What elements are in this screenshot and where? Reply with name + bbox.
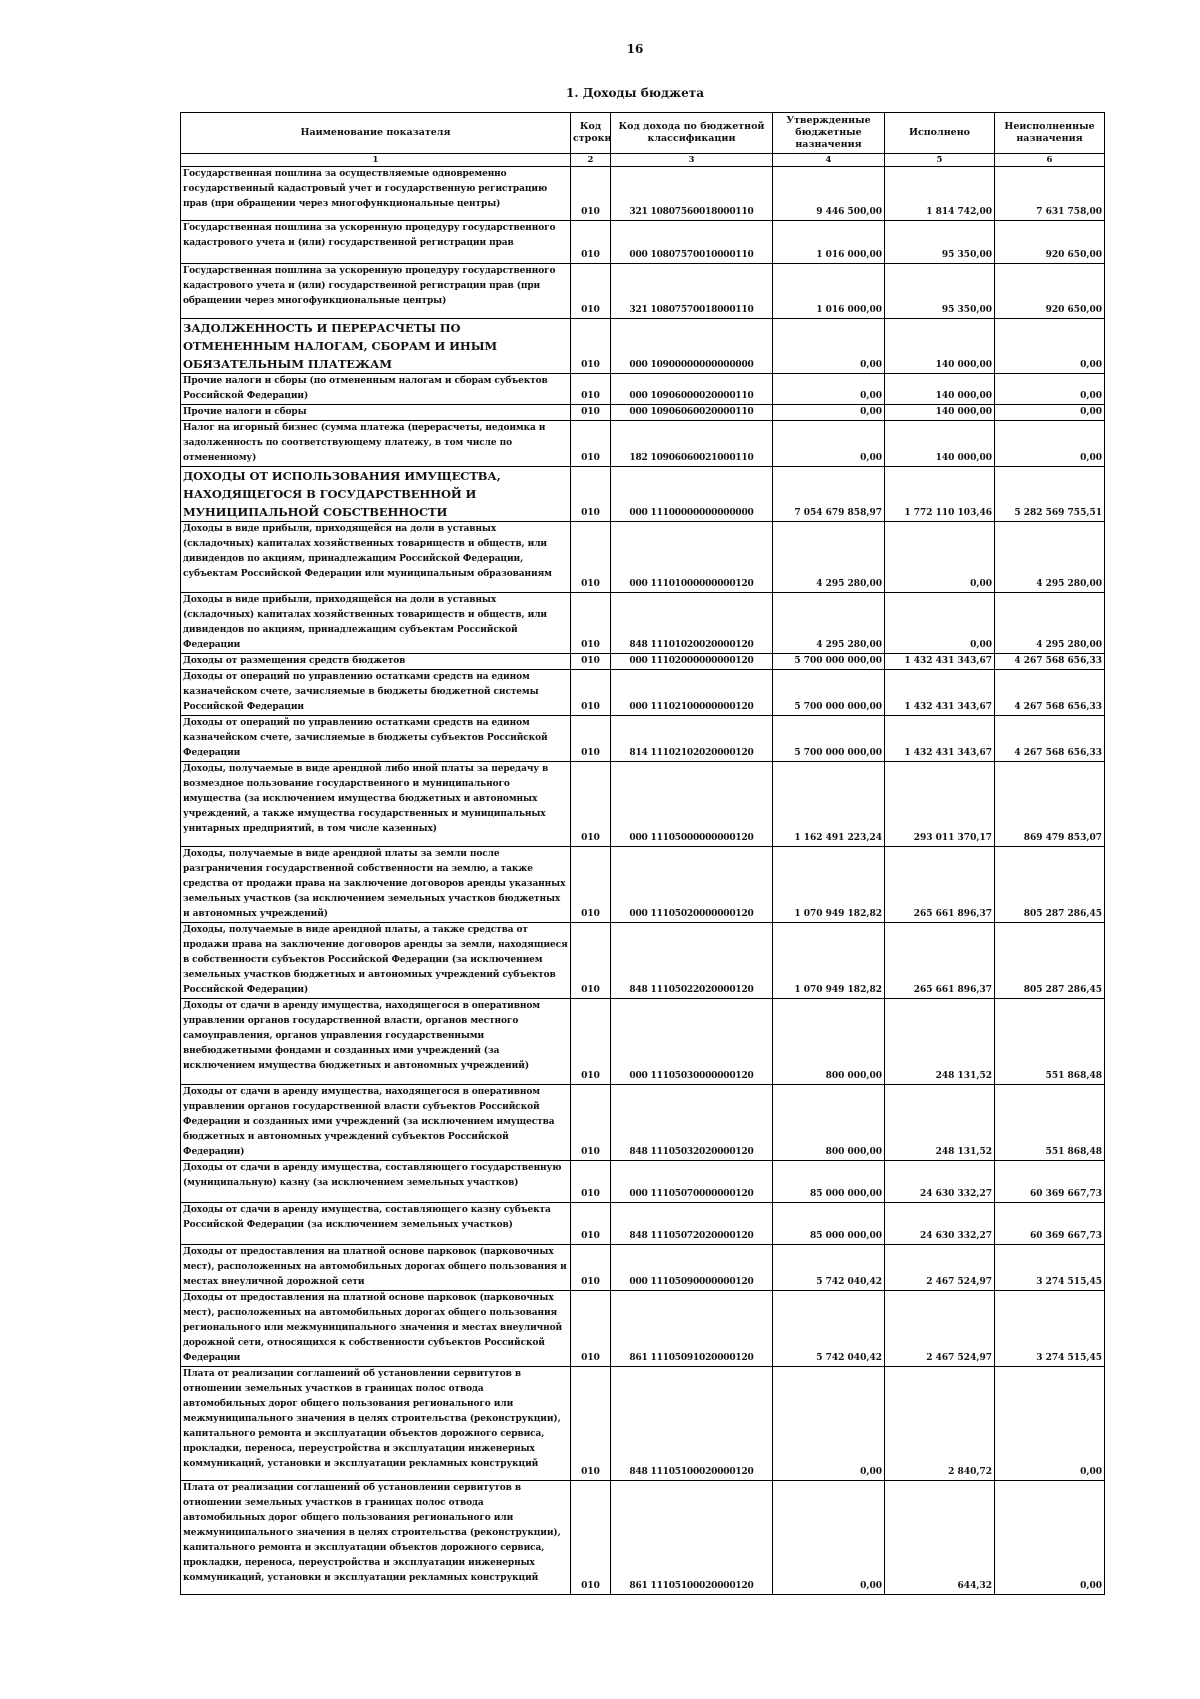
- indicator-name-cell: Доходы от размещения средств бюджетов: [181, 654, 571, 670]
- unexecuted-amount-cell: 920 650,00: [995, 264, 1105, 319]
- approved-amount-cell: 5 742 040,42: [773, 1245, 885, 1291]
- row-code-cell: 010: [571, 762, 611, 847]
- table-row: [181, 716, 1105, 762]
- row-code-cell: 010: [571, 847, 611, 923]
- revenue-code-cell: 000 11100000000000000: [611, 467, 773, 522]
- executed-amount-cell: 0,00: [885, 522, 995, 593]
- table-row: [181, 1161, 1105, 1203]
- row-code-cell: 010: [571, 1367, 611, 1481]
- revenue-code-cell: 848 11101020020000120: [611, 593, 773, 654]
- column-number: 6: [995, 154, 1105, 167]
- table-row: [181, 1481, 1105, 1595]
- column-number: 1: [181, 154, 571, 167]
- approved-amount-cell: 0,00: [773, 374, 885, 405]
- approved-amount-cell: 4 295 280,00: [773, 522, 885, 593]
- unexecuted-amount-cell: 869 479 853,07: [995, 762, 1105, 847]
- unexecuted-amount-cell: 0,00: [995, 421, 1105, 467]
- table-row: [181, 1245, 1105, 1291]
- row-code-cell: 010: [571, 999, 611, 1085]
- approved-amount-cell: 1 162 491 223,24: [773, 762, 885, 847]
- table-row: [181, 923, 1105, 999]
- executed-amount-cell: 140 000,00: [885, 421, 995, 467]
- table-row: [181, 319, 1105, 374]
- revenue-code-cell: 000 11105030000000120: [611, 999, 773, 1085]
- revenue-code-cell: 321 10807560018000110: [611, 167, 773, 221]
- table-body: [181, 167, 1105, 1595]
- header-row: [181, 113, 1105, 154]
- table-row: [181, 999, 1105, 1085]
- approved-amount-cell: 85 000 000,00: [773, 1203, 885, 1245]
- row-code-cell: 010: [571, 1291, 611, 1367]
- indicator-name-cell: Доходы от предоставления на платной основе парковок (парковочных мест), расположенных на автомобильных дорогах общего пользования регионального или межмуниципального значения и местах внеуличной дорожной сети, относящихся к собственности субъектов Российской Федерации: [181, 1291, 571, 1367]
- executed-amount-cell: 140 000,00: [885, 319, 995, 374]
- indicator-name-cell: Прочие налоги и сборы: [181, 405, 571, 421]
- revenue-code-cell: 861 11105091020000120: [611, 1291, 773, 1367]
- row-code-cell: 010: [571, 1203, 611, 1245]
- approved-amount-cell: 1 016 000,00: [773, 264, 885, 319]
- approved-amount-cell: 1 070 949 182,82: [773, 923, 885, 999]
- row-code-cell: 010: [571, 716, 611, 762]
- indicator-name-cell: Государственная пошлина за ускоренную процедуру государственного кадастрового учета и (или) государственной регистрации прав: [181, 221, 571, 264]
- unexecuted-amount-cell: 805 287 286,45: [995, 847, 1105, 923]
- revenue-code-cell: 182 10906060021000110: [611, 421, 773, 467]
- revenue-code-cell: 000 11105070000000120: [611, 1161, 773, 1203]
- table-row: [181, 1291, 1105, 1367]
- indicator-name-cell: Государственная пошлина за осуществляемые одновременно государственный кадастровый учет и государственную регистрацию прав (при обращении через многофункциональные центры): [181, 167, 571, 221]
- indicator-name-cell: Плата от реализации соглашений об установлении сервитутов в отношении земельных участков в границах полос отвода автомобильных дорог общего пользования регионального или межмуниципального значения в целях строительства (реконструкции), капитального ремонта и эксплуатации объектов дорожного сервиса, прокладки, переноса, переустройства и эксплуатации инженерных коммуникаций, установки и эксплуатации рекламных конструкций: [181, 1481, 571, 1595]
- executed-amount-cell: 1 432 431 343,67: [885, 670, 995, 716]
- row-code-cell: 010: [571, 467, 611, 522]
- indicator-name-cell: Прочие налоги и сборы (по отмененным налогам и сборам субъектов Российской Федерации): [181, 374, 571, 405]
- executed-amount-cell: 0,00: [885, 593, 995, 654]
- table-row: [181, 847, 1105, 923]
- row-code-cell: 010: [571, 1161, 611, 1203]
- column-number-row: [181, 154, 1105, 167]
- approved-amount-cell: 5 700 000 000,00: [773, 670, 885, 716]
- approved-amount-cell: 0,00: [773, 1481, 885, 1595]
- table-row: [181, 593, 1105, 654]
- unexecuted-amount-cell: 4 267 568 656,33: [995, 716, 1105, 762]
- revenue-code-cell: 814 11102102020000120: [611, 716, 773, 762]
- header-executed: Исполнено: [885, 113, 995, 154]
- row-code-cell: 010: [571, 405, 611, 421]
- unexecuted-amount-cell: 4 267 568 656,33: [995, 670, 1105, 716]
- revenue-code-cell: 848 11105032020000120: [611, 1085, 773, 1161]
- header-row-code: Код строки: [571, 113, 611, 154]
- indicator-name-cell: Доходы от сдачи в аренду имущества, составляющего государственную (муниципальную) казну (за исключением земельных участков): [181, 1161, 571, 1203]
- budget-revenue-table: [180, 112, 1105, 1595]
- revenue-code-cell: 848 11105100020000120: [611, 1367, 773, 1481]
- header-approved: Утвержденные бюджетные назначения: [773, 113, 885, 154]
- table-row: [181, 405, 1105, 421]
- revenue-code-cell: 861 11105100020000120: [611, 1481, 773, 1595]
- row-code-cell: 010: [571, 522, 611, 593]
- unexecuted-amount-cell: 551 868,48: [995, 999, 1105, 1085]
- table-row: [181, 264, 1105, 319]
- row-code-cell: 010: [571, 1245, 611, 1291]
- approved-amount-cell: 85 000 000,00: [773, 1161, 885, 1203]
- indicator-name-cell: Плата от реализации соглашений об установлении сервитутов в отношении земельных участков в границах полос отвода автомобильных дорог общего пользования регионального или межмуниципального значения в целях строительства (реконструкции), капитального ремонта и эксплуатации объектов дорожного сервиса, прокладки, переноса, переустройства и эксплуатации инженерных коммуникаций, установки и эксплуатации рекламных конструкций: [181, 1367, 571, 1481]
- indicator-name-cell: Доходы от операций по управлению остатками средств на едином казначейском счете, зачисляемые в бюджеты бюджетной системы Российской Федерации: [181, 670, 571, 716]
- executed-amount-cell: 140 000,00: [885, 374, 995, 405]
- header-indicator-name: Наименование показателя: [181, 113, 571, 154]
- executed-amount-cell: 248 131,52: [885, 1085, 995, 1161]
- indicator-name-cell: Доходы от операций по управлению остатками средств на едином казначейском счете, зачисляемые в бюджеты субъектов Российской Федерации: [181, 716, 571, 762]
- indicator-name-cell: Доходы от сдачи в аренду имущества, находящегося в оперативном управлении органов государственной власти, органов местного самоуправления, органов управления государственными внебюджетными фондами и созданных ими учреждений (за исключением имущества бюджетных и автономных учреждений): [181, 999, 571, 1085]
- row-code-cell: 010: [571, 264, 611, 319]
- unexecuted-amount-cell: 5 282 569 755,51: [995, 467, 1105, 522]
- unexecuted-amount-cell: 3 274 515,45: [995, 1245, 1105, 1291]
- table-row: [181, 670, 1105, 716]
- indicator-name-cell: Государственная пошлина за ускоренную процедуру государственного кадастрового учета и (или) государственной регистрации прав (при обращении через многофункциональные центры): [181, 264, 571, 319]
- approved-amount-cell: 0,00: [773, 1367, 885, 1481]
- approved-amount-cell: 5 700 000 000,00: [773, 716, 885, 762]
- row-code-cell: 010: [571, 1481, 611, 1595]
- unexecuted-amount-cell: 0,00: [995, 374, 1105, 405]
- indicator-name-cell: Доходы, получаемые в виде арендной платы, а также средства от продажи права на заключение договоров аренды за земли, находящиеся в собственности субъектов Российской Федерации (за исключением земельных участков бюджетных и автономных учреждений субъектов Российской Федерации): [181, 923, 571, 999]
- executed-amount-cell: 95 350,00: [885, 221, 995, 264]
- unexecuted-amount-cell: 4 295 280,00: [995, 522, 1105, 593]
- executed-amount-cell: 2 467 524,97: [885, 1245, 995, 1291]
- executed-amount-cell: 2 467 524,97: [885, 1291, 995, 1367]
- executed-amount-cell: 140 000,00: [885, 405, 995, 421]
- unexecuted-amount-cell: 551 868,48: [995, 1085, 1105, 1161]
- revenue-code-cell: 000 10900000000000000: [611, 319, 773, 374]
- unexecuted-amount-cell: 805 287 286,45: [995, 923, 1105, 999]
- table-row: [181, 762, 1105, 847]
- executed-amount-cell: 644,32: [885, 1481, 995, 1595]
- table-row: [181, 1367, 1105, 1481]
- row-code-cell: 010: [571, 374, 611, 405]
- executed-amount-cell: 248 131,52: [885, 999, 995, 1085]
- approved-amount-cell: 800 000,00: [773, 1085, 885, 1161]
- revenue-code-cell: 000 10906060020000110: [611, 405, 773, 421]
- revenue-code-cell: 848 11105072020000120: [611, 1203, 773, 1245]
- approved-amount-cell: 800 000,00: [773, 999, 885, 1085]
- row-code-cell: 010: [571, 593, 611, 654]
- approved-amount-cell: 0,00: [773, 421, 885, 467]
- table-row: [181, 374, 1105, 405]
- approved-amount-cell: 7 054 679 858,97: [773, 467, 885, 522]
- indicator-name-cell: Доходы от предоставления на платной основе парковок (парковочных мест), расположенных на автомобильных дорогах общего пользования и местах внеуличной дорожной сети: [181, 1245, 571, 1291]
- executed-amount-cell: 1 814 742,00: [885, 167, 995, 221]
- indicator-name-cell: Доходы в виде прибыли, приходящейся на доли в уставных (складочных) капиталах хозяйственных товариществ и обществ, или дивидендов по акциям, принадлежащим Российской Федерации, субъектам Российской Федерации или муниципальным образованиям: [181, 522, 571, 593]
- approved-amount-cell: 5 742 040,42: [773, 1291, 885, 1367]
- table-row: [181, 421, 1105, 467]
- unexecuted-amount-cell: 4 267 568 656,33: [995, 654, 1105, 670]
- table-row: [181, 654, 1105, 670]
- indicator-name-cell: Доходы, получаемые в виде арендной платы за земли после разграничения государственной собственности на землю, а также средства от продажи права на заключение договоров аренды указанных земельных участков (за исключением земельных участков бюджетных и автономных учреждений): [181, 847, 571, 923]
- row-code-cell: 010: [571, 1085, 611, 1161]
- row-code-cell: 010: [571, 670, 611, 716]
- indicator-name-cell: Доходы, получаемые в виде арендной либо иной платы за передачу в возмездное пользование государственного и муниципального имущества (за исключением имущества бюджетных и автономных учреждений, а также имущества государственных и муниципальных унитарных предприятий, в том числе казенных): [181, 762, 571, 847]
- column-number: 3: [611, 154, 773, 167]
- indicator-name-cell: Доходы в виде прибыли, приходящейся на доли в уставных (складочных) капиталах хозяйственных товариществ и обществ, или дивидендов по акциям, принадлежащим субъектам Российской Федерации: [181, 593, 571, 654]
- indicator-name-cell: Доходы от сдачи в аренду имущества, находящегося в оперативном управлении органов государственной власти субъектов Российской Федерации и созданных ими учреждений (за исключением имущества бюджетных и автономных учреждений субъектов Российской Федерации): [181, 1085, 571, 1161]
- revenue-code-cell: 000 11105000000000120: [611, 762, 773, 847]
- table-row: [181, 467, 1105, 522]
- revenue-code-cell: 000 11102000000000120: [611, 654, 773, 670]
- indicator-name-cell: Доходы от сдачи в аренду имущества, составляющего казну субъекта Российской Федерации (за исключением земельных участков): [181, 1203, 571, 1245]
- revenue-code-cell: 848 11105022020000120: [611, 923, 773, 999]
- revenue-code-cell: 000 11102100000000120: [611, 670, 773, 716]
- row-code-cell: 010: [571, 421, 611, 467]
- revenue-code-cell: 000 10906000020000110: [611, 374, 773, 405]
- approved-amount-cell: 0,00: [773, 319, 885, 374]
- column-number: 2: [571, 154, 611, 167]
- executed-amount-cell: 265 661 896,37: [885, 923, 995, 999]
- revenue-code-cell: 321 10807570018000110: [611, 264, 773, 319]
- revenue-code-cell: 000 10807570010000110: [611, 221, 773, 264]
- executed-amount-cell: 2 840,72: [885, 1367, 995, 1481]
- executed-amount-cell: 1 432 431 343,67: [885, 716, 995, 762]
- table-row: [181, 522, 1105, 593]
- row-code-cell: 010: [571, 221, 611, 264]
- executed-amount-cell: 293 011 370,17: [885, 762, 995, 847]
- header-unexecuted: Неисполненные назначения: [995, 113, 1105, 154]
- executed-amount-cell: 24 630 332,27: [885, 1203, 995, 1245]
- unexecuted-amount-cell: 60 369 667,73: [995, 1203, 1105, 1245]
- row-code-cell: 010: [571, 923, 611, 999]
- unexecuted-amount-cell: 0,00: [995, 1367, 1105, 1481]
- revenue-code-cell: 000 11105090000000120: [611, 1245, 773, 1291]
- unexecuted-amount-cell: 7 631 758,00: [995, 167, 1105, 221]
- indicator-name-cell: ЗАДОЛЖЕННОСТЬ И ПЕРЕРАСЧЕТЫ ПО ОТМЕНЕННЫМ НАЛОГАМ, СБОРАМ И ИНЫМ ОБЯЗАТЕЛЬНЫМ ПЛАТЕЖАМ: [181, 319, 571, 374]
- unexecuted-amount-cell: 4 295 280,00: [995, 593, 1105, 654]
- header-revenue-code: Код дохода по бюджетной классификации: [611, 113, 773, 154]
- table-row: [181, 1085, 1105, 1161]
- revenue-code-cell: 000 11101000000000120: [611, 522, 773, 593]
- column-number: 4: [773, 154, 885, 167]
- page-number: 16: [626, 42, 644, 56]
- row-code-cell: 010: [571, 167, 611, 221]
- column-number: 5: [885, 154, 995, 167]
- row-code-cell: 010: [571, 319, 611, 374]
- approved-amount-cell: 1 016 000,00: [773, 221, 885, 264]
- executed-amount-cell: 24 630 332,27: [885, 1161, 995, 1203]
- approved-amount-cell: 5 700 000 000,00: [773, 654, 885, 670]
- unexecuted-amount-cell: 60 369 667,73: [995, 1161, 1105, 1203]
- executed-amount-cell: 1 772 110 103,46: [885, 467, 995, 522]
- indicator-name-cell: ДОХОДЫ ОТ ИСПОЛЬЗОВАНИЯ ИМУЩЕСТВА, НАХОДЯЩЕГОСЯ В ГОСУДАРСТВЕННОЙ И МУНИЦИПАЛЬНОЙ СОБСТВЕННОСТИ: [181, 467, 571, 522]
- table-row: [181, 167, 1105, 221]
- table-row: [181, 1203, 1105, 1245]
- revenue-code-cell: 000 11105020000000120: [611, 847, 773, 923]
- row-code-cell: 010: [571, 654, 611, 670]
- unexecuted-amount-cell: 0,00: [995, 405, 1105, 421]
- indicator-name-cell: Налог на игорный бизнес (сумма платежа (перерасчеты, недоимка и задолженность по соответствующему платежу, в том числе по отмененному): [181, 421, 571, 467]
- unexecuted-amount-cell: 0,00: [995, 319, 1105, 374]
- approved-amount-cell: 4 295 280,00: [773, 593, 885, 654]
- unexecuted-amount-cell: 3 274 515,45: [995, 1291, 1105, 1367]
- unexecuted-amount-cell: 920 650,00: [995, 221, 1105, 264]
- executed-amount-cell: 1 432 431 343,67: [885, 654, 995, 670]
- section-title: 1. Доходы бюджета: [565, 86, 704, 100]
- approved-amount-cell: 1 070 949 182,82: [773, 847, 885, 923]
- approved-amount-cell: 0,00: [773, 405, 885, 421]
- approved-amount-cell: 9 446 500,00: [773, 167, 885, 221]
- table-row: [181, 221, 1105, 264]
- executed-amount-cell: 265 661 896,37: [885, 847, 995, 923]
- unexecuted-amount-cell: 0,00: [995, 1481, 1105, 1595]
- executed-amount-cell: 95 350,00: [885, 264, 995, 319]
